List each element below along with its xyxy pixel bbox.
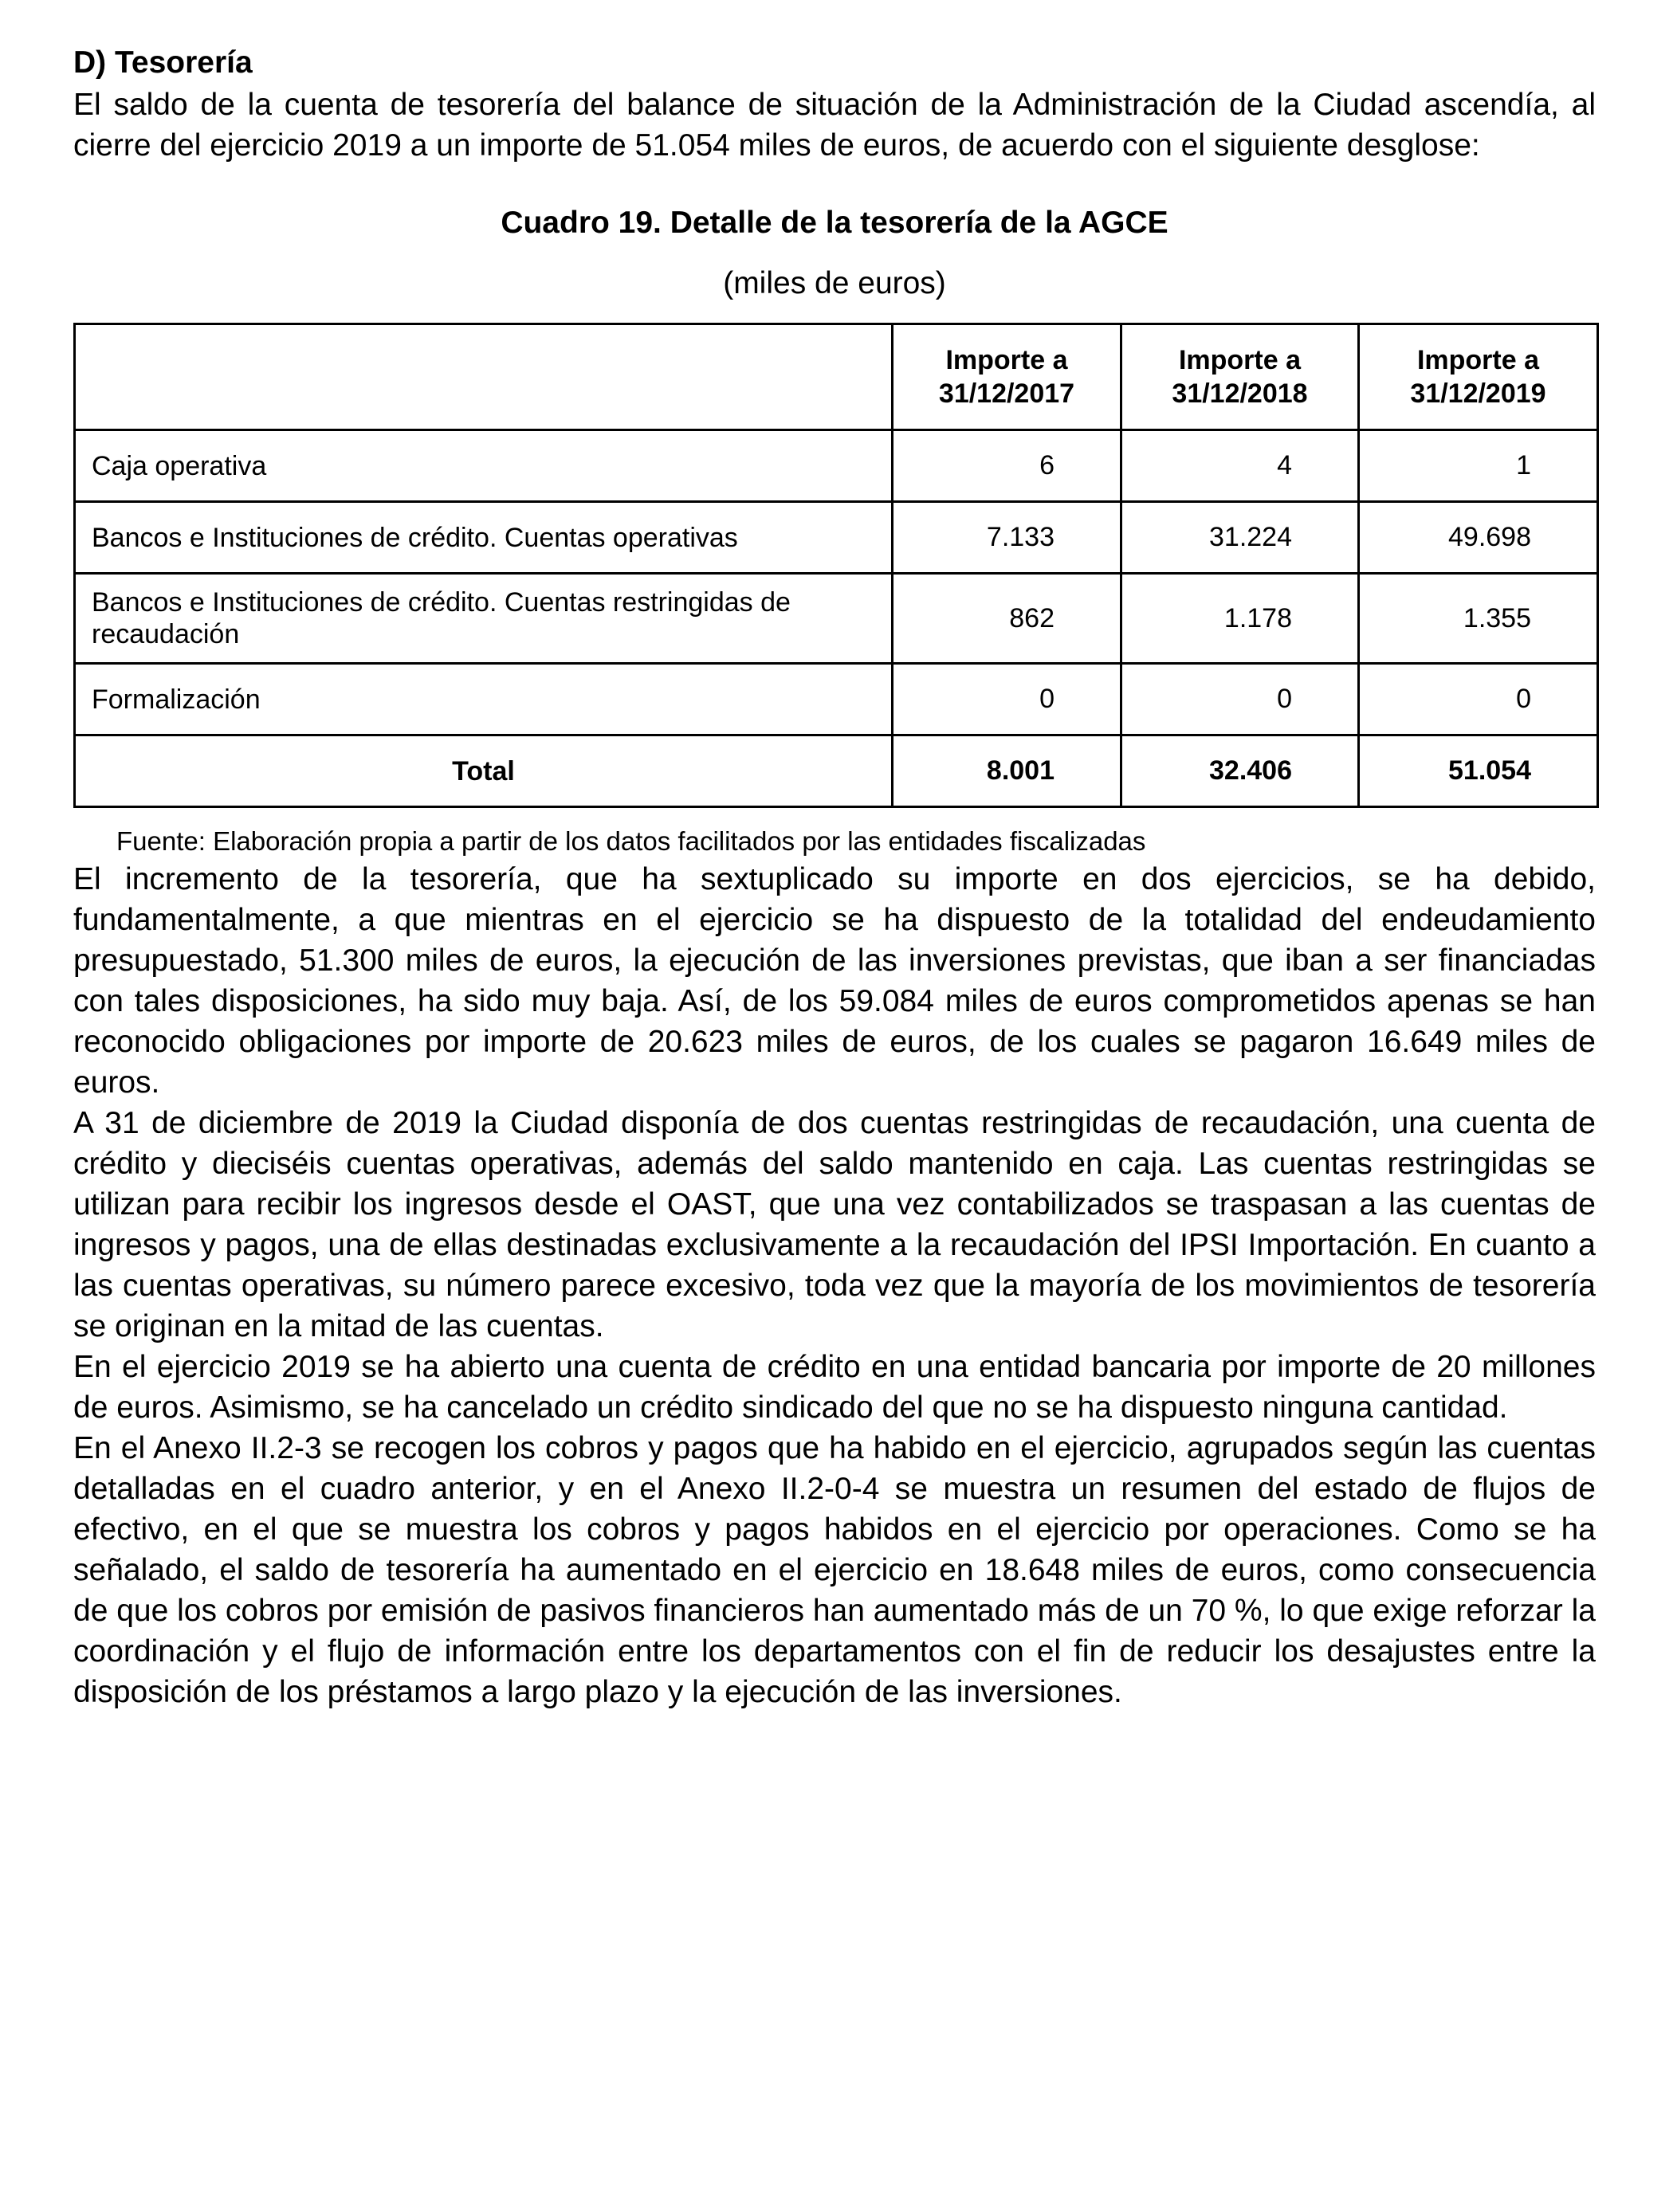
treasury-table — [73, 323, 1599, 808]
cell-2017: 862 — [893, 574, 1121, 664]
table-total-row — [75, 735, 1598, 807]
cell-2019: 1 — [1359, 430, 1598, 502]
cell-2018: 4 — [1121, 430, 1359, 502]
cell-2018: 1.178 — [1121, 574, 1359, 664]
table-row — [75, 664, 1598, 735]
intro-paragraph: El saldo de la cuenta de tesorería del balance de situación de la Administración de la Ciudad ascendía, al cierre del ejercicio 2019 a un importe de 51.054 miles de euros, de acuerdo con el siguiente desglose: — [73, 88, 1596, 163]
table-row — [75, 574, 1598, 664]
body-paragraph: En el ejercicio 2019 se ha abierto una cuenta de crédito en una entidad bancaria por importe de 20 millones de euros. Asimismo, se ha cancelado un crédito sindicado del que no se ha dispuesto ninguna cantidad. — [73, 1350, 1596, 1425]
cell-2018: 31.224 — [1121, 502, 1359, 574]
cell-2019: 49.698 — [1359, 502, 1598, 574]
row-label: Caja operativa — [75, 430, 893, 502]
section-heading: D) Tesorería — [73, 45, 253, 80]
row-label: Formalización — [75, 664, 893, 735]
body-paragraph: El incremento de la tesorería, que ha sextuplicado su importe en dos ejercicios, se ha debido, fundamentalmente, a que mientras en el ejercicio se ha dispuesto de la totalidad del endeudamiento presupuestado, 51.300 miles de euros, la ejecución de las inversiones previstas, que iban a ser financiadas con tales disposiciones, ha sido muy baja. Así, de los 59.084 miles de euros comprometidos apenas se han reconocido obligaciones por importe de 20.623 miles de euros, de los cuales se pagaron 16.649 miles de euros. — [73, 862, 1596, 1100]
table-row — [75, 430, 1598, 502]
table-units: (miles de euros) — [723, 266, 946, 300]
cell-2019: 1.355 — [1359, 574, 1598, 664]
cell-2018: 0 — [1121, 664, 1359, 735]
cell-2017: 0 — [893, 664, 1121, 735]
total-2017: 8.001 — [893, 735, 1121, 807]
body-paragraph: A 31 de diciembre de 2019 la Ciudad disponía de dos cuentas restringidas de recaudación, una cuenta de crédito y dieciséis cuentas operativas, además del saldo mantenido en caja. Las cuentas restringidas se utilizan para recibir los ingresos desde el OAST, que una vez contabilizados se traspasan a las cuentas de ingresos y pagos, una de ellas destinadas exclusivamente a la recaudación del IPSI Importación. En cuanto a las cuentas operativas, su número parece excesivo, toda vez que la mayoría de los movimientos de tesorería se originan en la mitad de las cuentas. — [73, 1106, 1596, 1343]
header-cell-2019: Importe a 31/12/2019 — [1359, 324, 1598, 430]
total-2018: 32.406 — [1121, 735, 1359, 807]
body-paragraph: En el Anexo II.2-3 se recogen los cobros y pagos que ha habido en el ejercicio, agrupados según las cuentas detalladas en el cuadro anterior, y en el Anexo II.2-0-4 se muestra un resumen del estado de flujos de efectivo, en el que se muestra los cobros y pagos habidos en el ejercicio por operaciones. Como se ha señalado, el saldo de tesorería ha aumentado en el ejercicio en 18.648 miles de euros, como consecuencia de que los cobros por emisión de pasivos financieros han aumentado más de un 70 %, lo que exige reforzar la coordinación y el flujo de información entre los departamentos con el fin de reducir los desajustes entre la disposición de los préstamos a largo plazo y la ejecución de las inversiones. — [73, 1431, 1596, 1709]
table-row — [75, 502, 1598, 574]
cell-2019: 0 — [1359, 664, 1598, 735]
row-label: Bancos e Instituciones de crédito. Cuentas restringidas de recaudación — [75, 574, 893, 664]
table-header-row — [75, 324, 1598, 430]
row-label: Bancos e Instituciones de crédito. Cuentas operativas — [75, 502, 893, 574]
total-2019: 51.054 — [1359, 735, 1598, 807]
header-cell-2017: Importe a 31/12/2017 — [893, 324, 1121, 430]
document-page — [73, 41, 1596, 1712]
header-cell-empty — [75, 324, 893, 430]
table-source-note: Fuente: Elaboración propia a partir de los datos facilitados por las entidades fiscalizadas — [116, 826, 1146, 856]
table-caption: Cuadro 19. Detalle de la tesorería de la AGCE — [501, 206, 1168, 240]
cell-2017: 7.133 — [893, 502, 1121, 574]
cell-2017: 6 — [893, 430, 1121, 502]
total-label: Total — [75, 735, 893, 807]
header-cell-2018: Importe a 31/12/2018 — [1121, 324, 1359, 430]
